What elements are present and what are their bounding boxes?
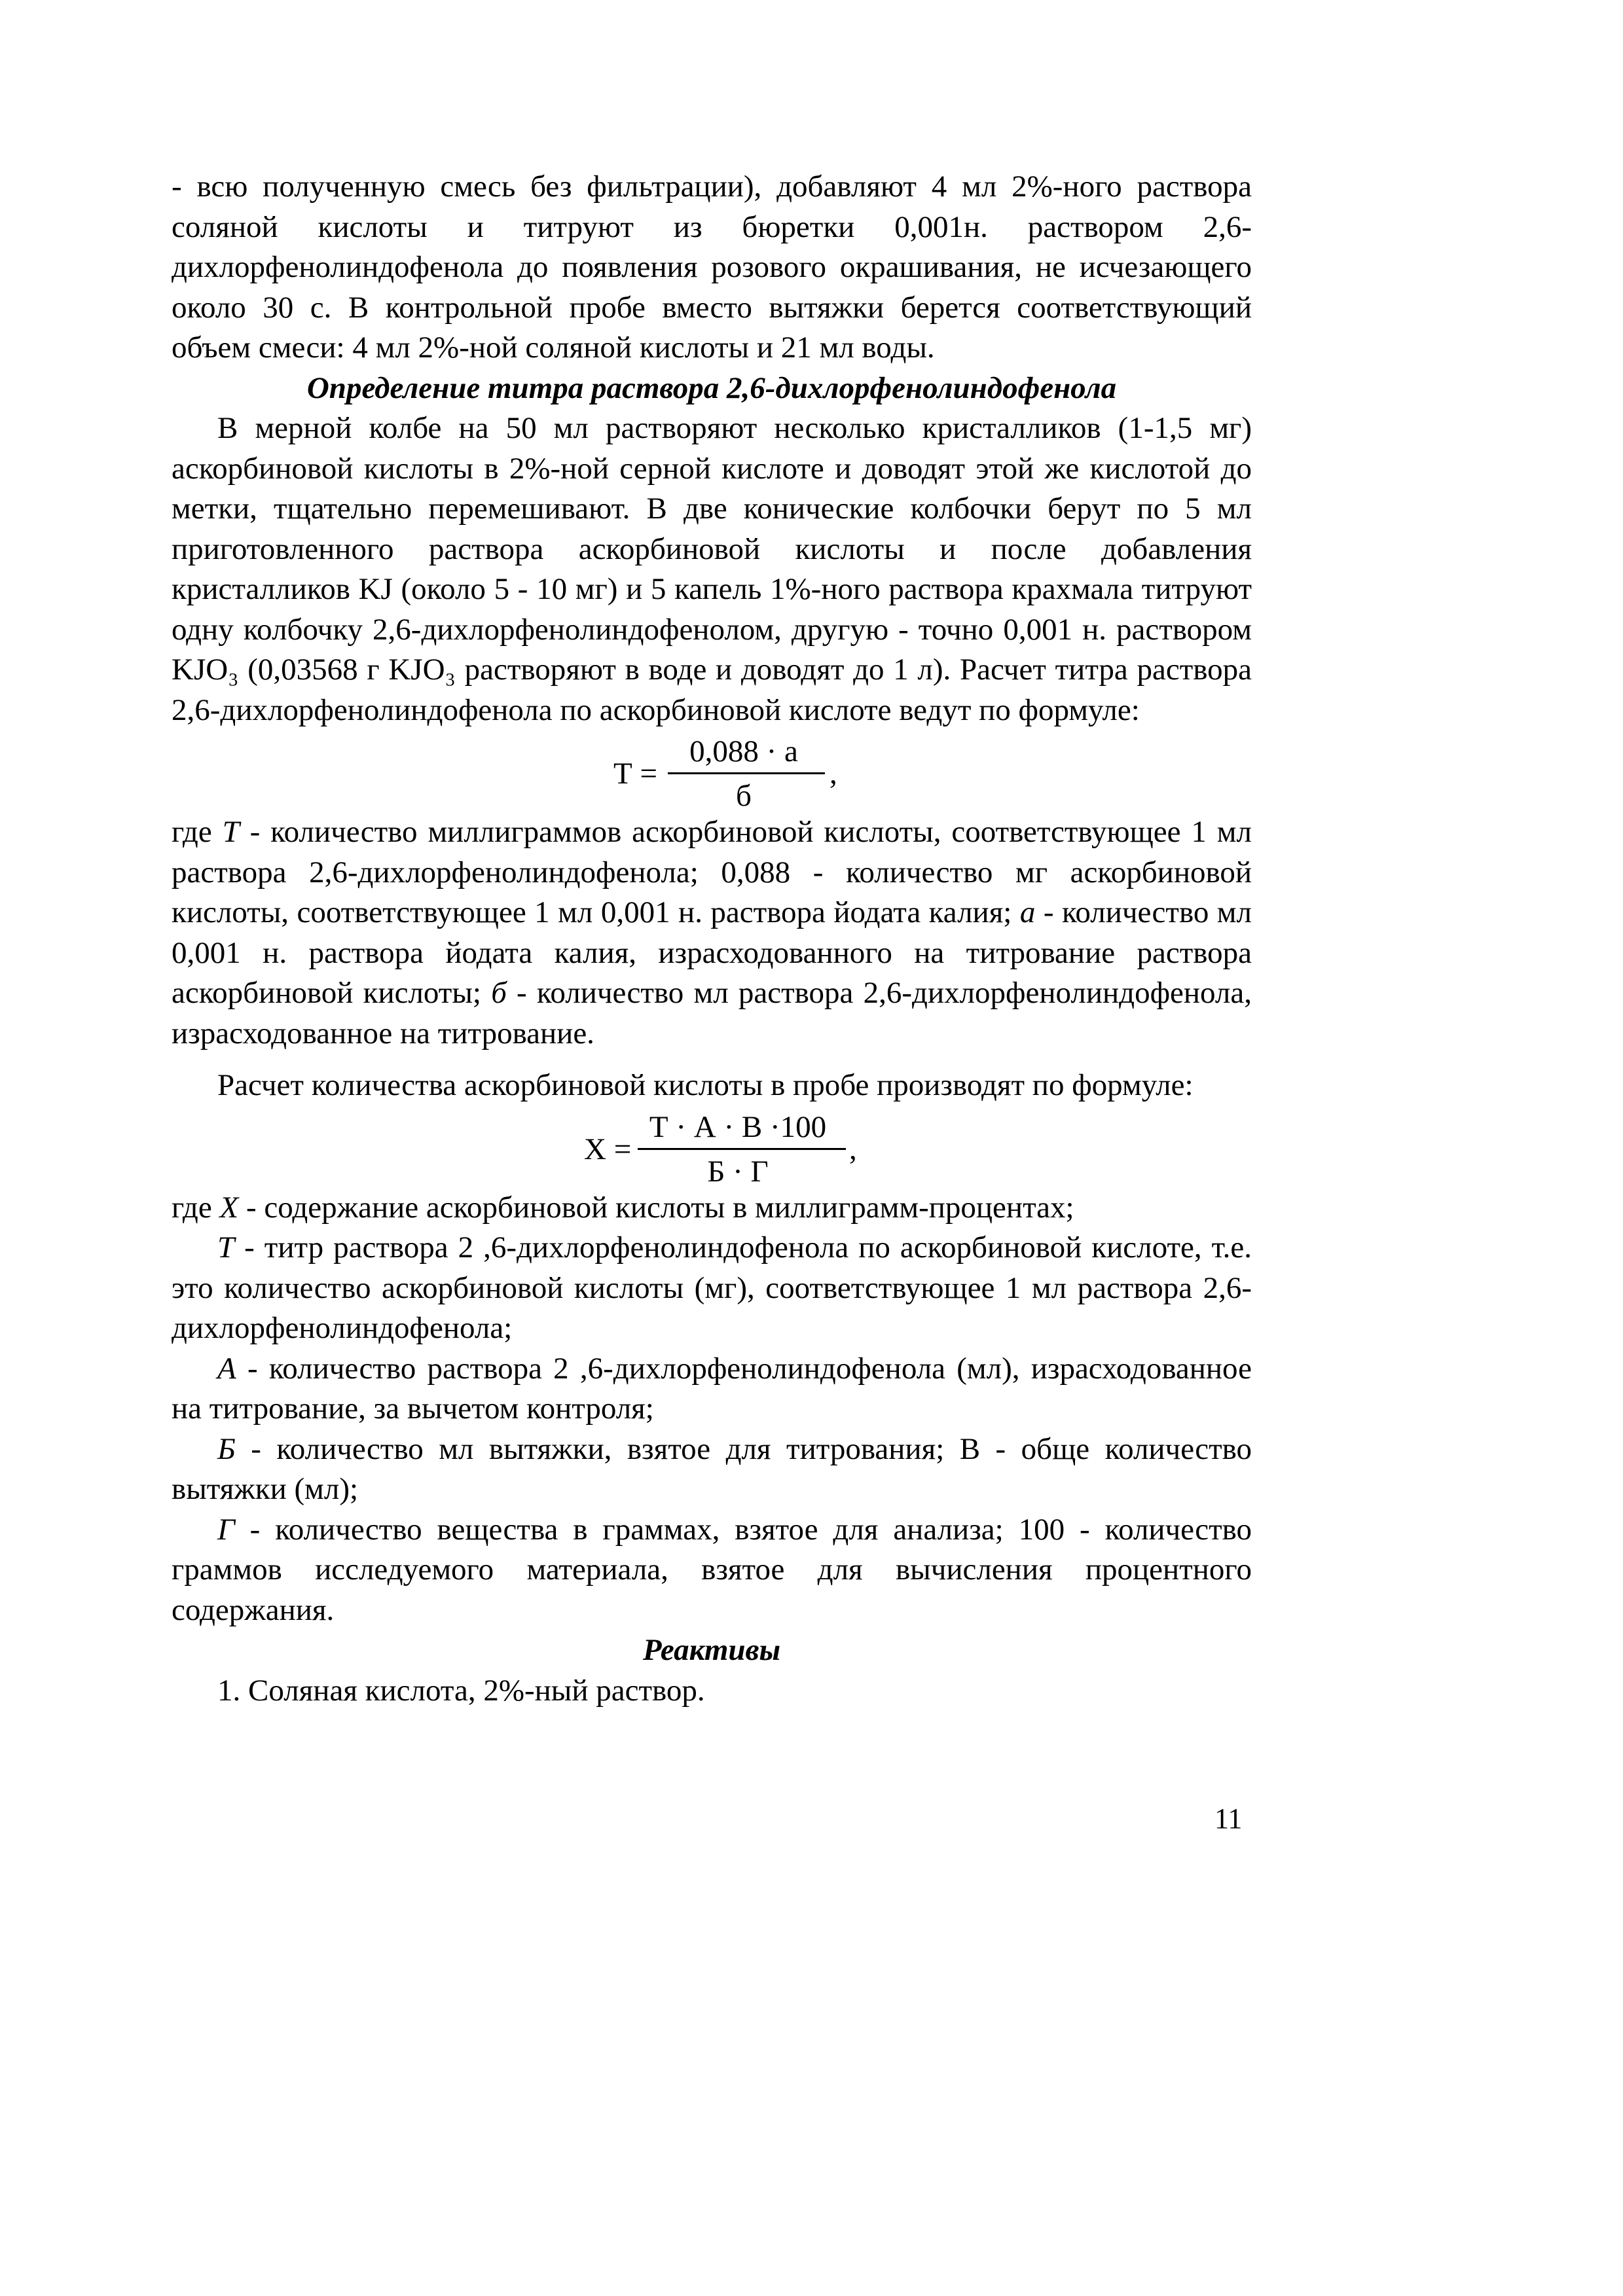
section-heading-reagents: Реактивы [642,1633,781,1667]
paragraph-calc-intro: Расчет количества аскорбиновой кислоты в пробе производят по формуле: [217,1068,1194,1102]
legend-B [172,1429,1252,1510]
formula-numerator: Т · А · В ·100 [649,1109,827,1144]
legend-T [172,1228,1252,1349]
legend-X-text: - содержание аскорбиновой кислоты в миллиграмм-процентах; [238,1190,1074,1225]
legend-b-text: - количество мл раствора 2,6-дихлорфенолиндофенола, израсходованное на титрование. [172,976,1252,1050]
legend-A [172,1349,1252,1429]
formula-ascorbic [172,1106,1252,1188]
fraction-bar [638,1148,846,1150]
formula-comma: , [849,1132,857,1166]
legend-T-text: - титр раствора 2 ,6-дихлорфенолиндофенола по аскорбиновой кислоте, т.е. это количество аскорбиновой кислоты (мг), соответствующее 1 мл раствора 2,6-дихлорфенолиндофенола; [172,1230,1252,1345]
formula-lhs: Х = [584,1132,632,1166]
paragraph-continuation: - всю полученную смесь без фильтрации), добавляют 4 мл 2%-ного раствора соляной кислоты и титруют из бюретки 0,001н. раствором 2,6-дихлорфенолиндофенола до появления розового окрашивания, не исчезающего около 30 с. В контрольной пробе вместо вытяжки берется соответствующий объем смеси: 4 мл 2%-ной соляной кислоты и 21 мл воды. [172,170,1252,365]
formula-denominator: Б · Г [707,1154,769,1189]
fraction-bar [668,772,825,774]
formula-numerator: 0,088 · а [689,734,798,768]
variable-T: Т [222,815,240,849]
variable-G: Г [217,1512,235,1547]
legend-G-text: - количество вещества в граммах, взятое для анализа; 100 - количество граммов исследуемого материала, взятое для вычисления процентного содержания. [172,1512,1252,1627]
variable-A: А [217,1351,236,1386]
variable-X: Х [219,1190,239,1225]
variable-B: Б [217,1431,236,1466]
paragraph-titer-procedure: В мерной колбе на 50 мл растворяют несколько кристалликов (1-1,5 мг) аскорбиновой кислоты в 2%-ной серной кислоте и доводят этой же кислотой до метки, тщательно перемешивают. В две конические колбочки берут по 5 мл приготовленного раствора аскорбиновой кислоты и после добавления кристалликов KJ (около 5 - 10 мг) и 5 капель 1%-ного раствора крахмала титруют одну колбочку 2,6-дихлорфенолиндофенолом, другую - точно 0,001 н. раствором KJO₃ (0,03568 г KJO₃ растворяют в воде и доводят до 1 л). Расчет титра раствора 2,6-дихлорфенолиндофенола по аскорбиновой кислоте ведут по формуле: [172,411,1252,727]
section-heading-titer: Определение титра раствора 2,6-дихлорфенолиндофенола [306,370,1117,405]
legend-G [172,1510,1252,1631]
variable-a: а [1019,895,1036,929]
reagent-item: 1. Соляная кислота, 2%-ный раствор. [217,1673,705,1708]
page-number: 11 [1214,1803,1243,1835]
formula-lhs: Т = [613,757,657,791]
legend-X [172,1188,1252,1229]
formula-denominator: б [736,779,752,813]
variable-T: Т [217,1230,235,1265]
formula-comma: , [830,757,837,791]
legend-a-text: - количество мл 0,001 н. раствора йодата калия, израсходованного на титрование раствора аскорбиновой кислоты; [172,895,1252,1010]
legend-prefix: где [172,1190,220,1225]
legend-T-text: - количество миллиграммов аскорбиновой кислоты, соответствующее 1 мл раствора 2,6-дихлорфенолиндофенола; 0,088 - количество мг аскорбиновой кислоты, соответствующее 1 мл 0,001 н. раствора йодата калия; [172,815,1252,929]
body-text [172,167,1252,1711]
legend-B-text: - количество мл вытяжки, взятое для титрования; В - обще количество вытяжки (мл); [172,1431,1252,1506]
formula-titer [172,730,1252,812]
variable-b: б [491,976,507,1010]
legend-A-text: - количество раствора 2 ,6-дихлорфенолиндофенола (мл), израсходованное на титрование, за вычетом контроля; [172,1351,1252,1426]
legend-prefix: где [172,815,223,849]
paragraph-legend-titer [172,812,1252,1054]
